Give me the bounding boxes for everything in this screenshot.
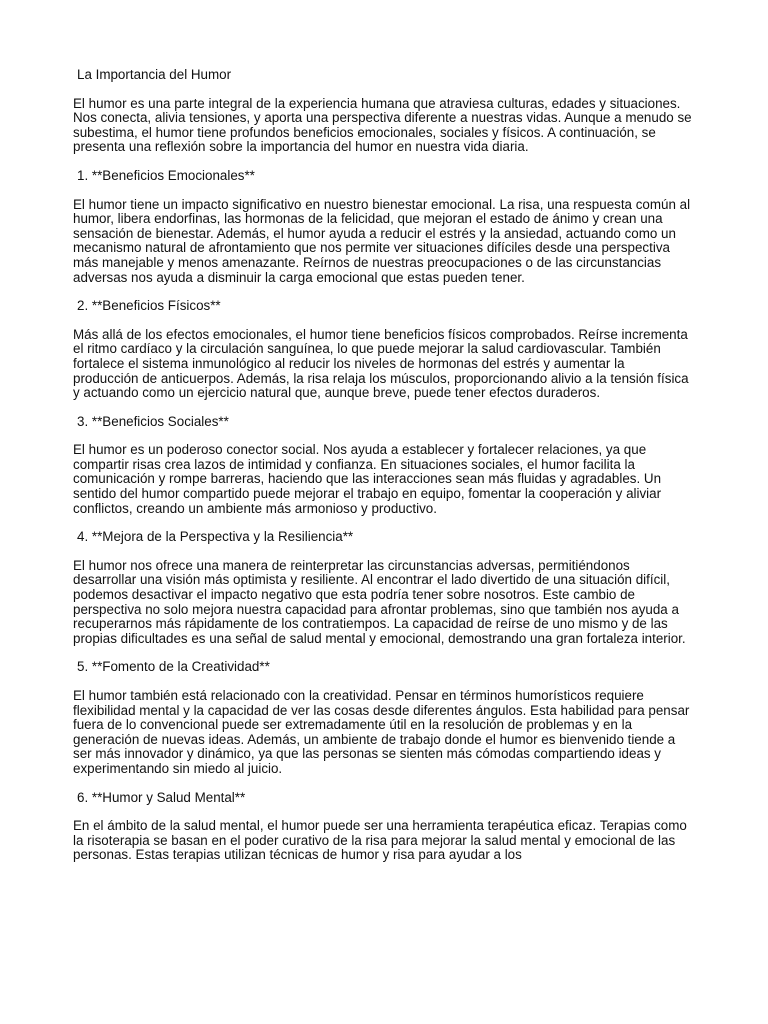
section-body-fisicos: Más allá de los efectos emocionales, el humor tiene beneficios físicos comprobados. Reírse incrementa el ritmo cardíaco y la circulación sanguínea, lo que puede mejorar la salud cardiovascular. También fortalece el sistema inmunológico al reducir los niveles de hormonas del estrés y aumentar la producción de anticuerpos. Además, la risa relaja los músculos, proporcionando alivio a la tensión física y actuando como un ejercicio natural que, aunque breve, puede tener efectos duraderos. bbox=[73, 326, 689, 401]
section-body-sociales: El humor es un poderoso conector social. Nos ayuda a establecer y fortalecer relaciones, ya que compartir risas crea lazos de intimidad y confianza. En situaciones sociales, el humor facilita la comunicación y rompe barreras, haciendo que las interacciones sean más fluidas y agradables. Un sentido del humor compartido puede mejorar el trabajo en equipo, fomentar la cooperación y aliviar conflictos, creando un ambiente más armonioso y productivo. bbox=[73, 442, 662, 516]
section-heading-creatividad: 5. **Fomento de la Creatividad** bbox=[77, 659, 270, 675]
section-body-creatividad: El humor también está relacionado con la creatividad. Pensar en términos humorísticos requiere flexibilidad mental y la capacidad de ver las cosas desde diferentes ángulos. Esta habilidad para pensar fuera de lo convencional puede ser extremadamente útil en la resolución de problemas y en la generación de nuevas ideas. Además, un ambiente de trabajo donde el humor es bienvenido tiende a ser más innovador y dinámico, ya que las personas se sienten más cómodas compartiendo ideas y experimentando sin miedo al juicio. bbox=[73, 688, 690, 776]
document-body bbox=[73, 68, 693, 877]
section-body-salud-mental: En el ámbito de la salud mental, el humor puede ser una herramienta terapéutica eficaz. Terapias como la risoterapia se basan en el poder curativo de la risa para mejorar la salud mental y emocional de las personas. Estas terapias utilizan técnicas de humor y risa para ayudar a los bbox=[73, 818, 687, 863]
section-body-perspectiva: El humor nos ofrece una manera de reinterpretar las circunstancias adversas, permitiéndonos desarrollar una visión más optimista y resiliente. Al encontrar el lado divertido de una situación difícil, podemos desactivar el impacto negativo que esta podría tener sobre nosotros. Este cambio de perspectiva no solo mejora nuestra capacidad para afrontar problemas, sino que también nos ayuda a recuperarnos más rápidamente de los contratiempos. La capacidad de reírse de uno mismo y de las propias dificultades es una señal de salud mental y emocional, demostrando una gran fortaleza interior. bbox=[73, 557, 686, 646]
section-heading-salud-mental: 6. **Humor y Salud Mental** bbox=[77, 789, 246, 805]
section-heading-perspectiva: 4. **Mejora de la Perspectiva y la Resiliencia** bbox=[77, 529, 354, 545]
document-title: La Importancia del Humor bbox=[77, 67, 232, 82]
section-heading-emocionales: 1. **Beneficios Emocionales** bbox=[77, 167, 255, 183]
section-body-emocionales: El humor tiene un impacto significativo en nuestro bienestar emocional. La risa, una respuesta común al humor, libera endorfinas, las hormonas de la felicidad, que mejoran el estado de ánimo y crean una sensación de bienestar. Además, el humor ayuda a reducir el estrés y la ansiedad, actuando como un mecanismo natural de afrontamiento que nos permite ver situaciones difíciles desde una perspectiva más manejable y menos amenazante. Reírnos de nuestras preocupaciones o de las circunstancias adversas nos ayuda a disminuir la carga emocional que estas pueden tener. bbox=[73, 196, 691, 285]
section-heading-fisicos: 2. **Beneficios Físicos** bbox=[77, 298, 221, 314]
section-heading-sociales: 3. **Beneficios Sociales** bbox=[77, 413, 229, 429]
intro-paragraph: El humor es una parte integral de la experiencia humana que atraviesa culturas, edades y situaciones. Nos conecta, alivia tensiones, y aporta una perspectiva diferente a nuestras vidas. Aunque a menudo se subestima, el humor tiene profundos beneficios emocionales, sociales y físicos. A continuación, se presenta una reflexión sobre la importancia del humor en nuestra vida diaria. bbox=[73, 95, 692, 155]
